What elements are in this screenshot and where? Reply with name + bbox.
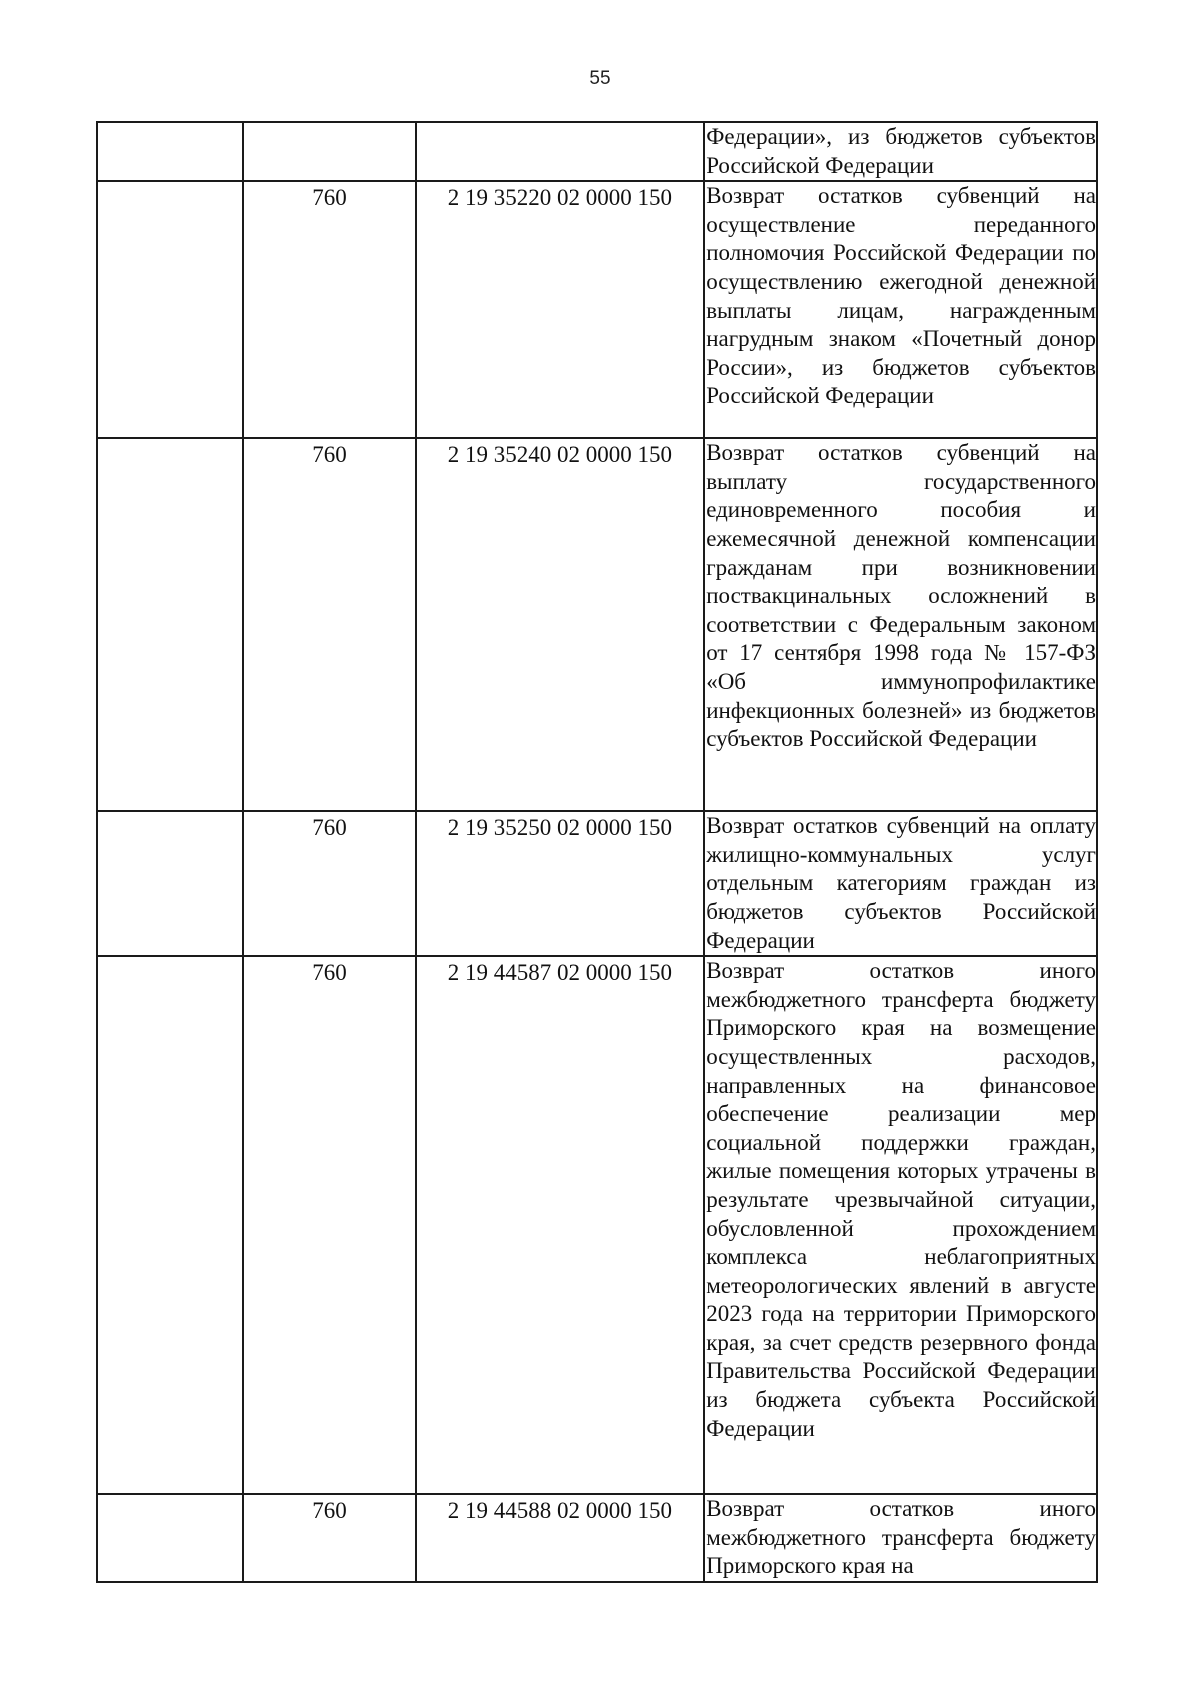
empty-cell	[97, 956, 243, 1494]
budget-code-cell: 2 19 35250 02 0000 150	[416, 811, 705, 956]
budget-code-cell: 2 19 35220 02 0000 150	[416, 181, 705, 438]
income-name-text: Возврат остатков субвенций на оплату жилищно-коммунальных услуг отдельным категориям граждан из бюджетов субъектов Российской Федерации	[706, 813, 1096, 953]
income-name-cell	[704, 181, 1097, 438]
budget-classification-table	[96, 121, 1098, 1583]
admin-code-cell: 760	[243, 811, 415, 956]
admin-code-cell: 760	[243, 181, 415, 438]
admin-code-cell: 760	[243, 1494, 415, 1582]
income-name-cell	[704, 438, 1097, 811]
table-row	[97, 1494, 1097, 1582]
income-name-text: Федерации», из бюджетов субъектов Российской Федерации	[706, 124, 1096, 178]
table-row	[97, 438, 1097, 811]
income-name-text: Возврат остатков субвенций на выплату государственного единовременного пособия и ежемесячной денежной компенсации гражданам при возникновении поствакцинальных осложнений в соответствии с Федеральным законом от 17 сентября 1998 года № 157-ФЗ «Об иммунопрофилактике инфекционных болезней» из бюджетов субъектов Российской Федерации	[706, 440, 1096, 752]
income-name-text: Возврат остатков иного межбюджетного трансферта бюджету Приморского края на	[706, 1496, 1096, 1579]
budget-code-cell: 2 19 35240 02 0000 150	[416, 438, 705, 811]
table-row	[97, 181, 1097, 438]
empty-cell	[97, 181, 243, 438]
income-name-cell	[704, 1494, 1097, 1582]
budget-code-cell: 2 19 44588 02 0000 150	[416, 1494, 705, 1582]
table-row	[97, 122, 1097, 181]
admin-code-cell	[243, 122, 415, 181]
empty-cell	[97, 1494, 243, 1582]
empty-cell	[97, 438, 243, 811]
income-name-cell	[704, 956, 1097, 1494]
income-name-text: Возврат остатков субвенций на осуществление переданного полномочия Российской Федерации по осуществлению ежегодной денежной выплаты лицам, награжденным нагрудным знаком «Почетный донор России», из бюджетов субъектов Российской Федерации	[706, 183, 1096, 409]
admin-code-cell: 760	[243, 956, 415, 1494]
page-number: 55	[589, 68, 611, 89]
income-name-text: Возврат остатков иного межбюджетного трансферта бюджету Приморского края на возмещение осуществленных расходов, направленных на финансовое обеспечение реализации мер социальной поддержки граждан, жилые помещения которых утрачены в результате чрезвычайной ситуации, обусловленной прохождением комплекса неблагоприятных метеорологических явлений в августе 2023 года на территории Приморского края, за счет средств резервного фонда Правительства Российской Федерации из бюджета субъекта Российской Федерации	[706, 958, 1096, 1441]
empty-cell	[97, 811, 243, 956]
table-row	[97, 811, 1097, 956]
table-row	[97, 956, 1097, 1494]
budget-code-cell: 2 19 44587 02 0000 150	[416, 956, 705, 1494]
admin-code-cell: 760	[243, 438, 415, 811]
income-name-cell	[704, 811, 1097, 956]
budget-code-cell	[416, 122, 705, 181]
empty-cell	[97, 122, 243, 181]
income-name-cell	[704, 122, 1097, 181]
